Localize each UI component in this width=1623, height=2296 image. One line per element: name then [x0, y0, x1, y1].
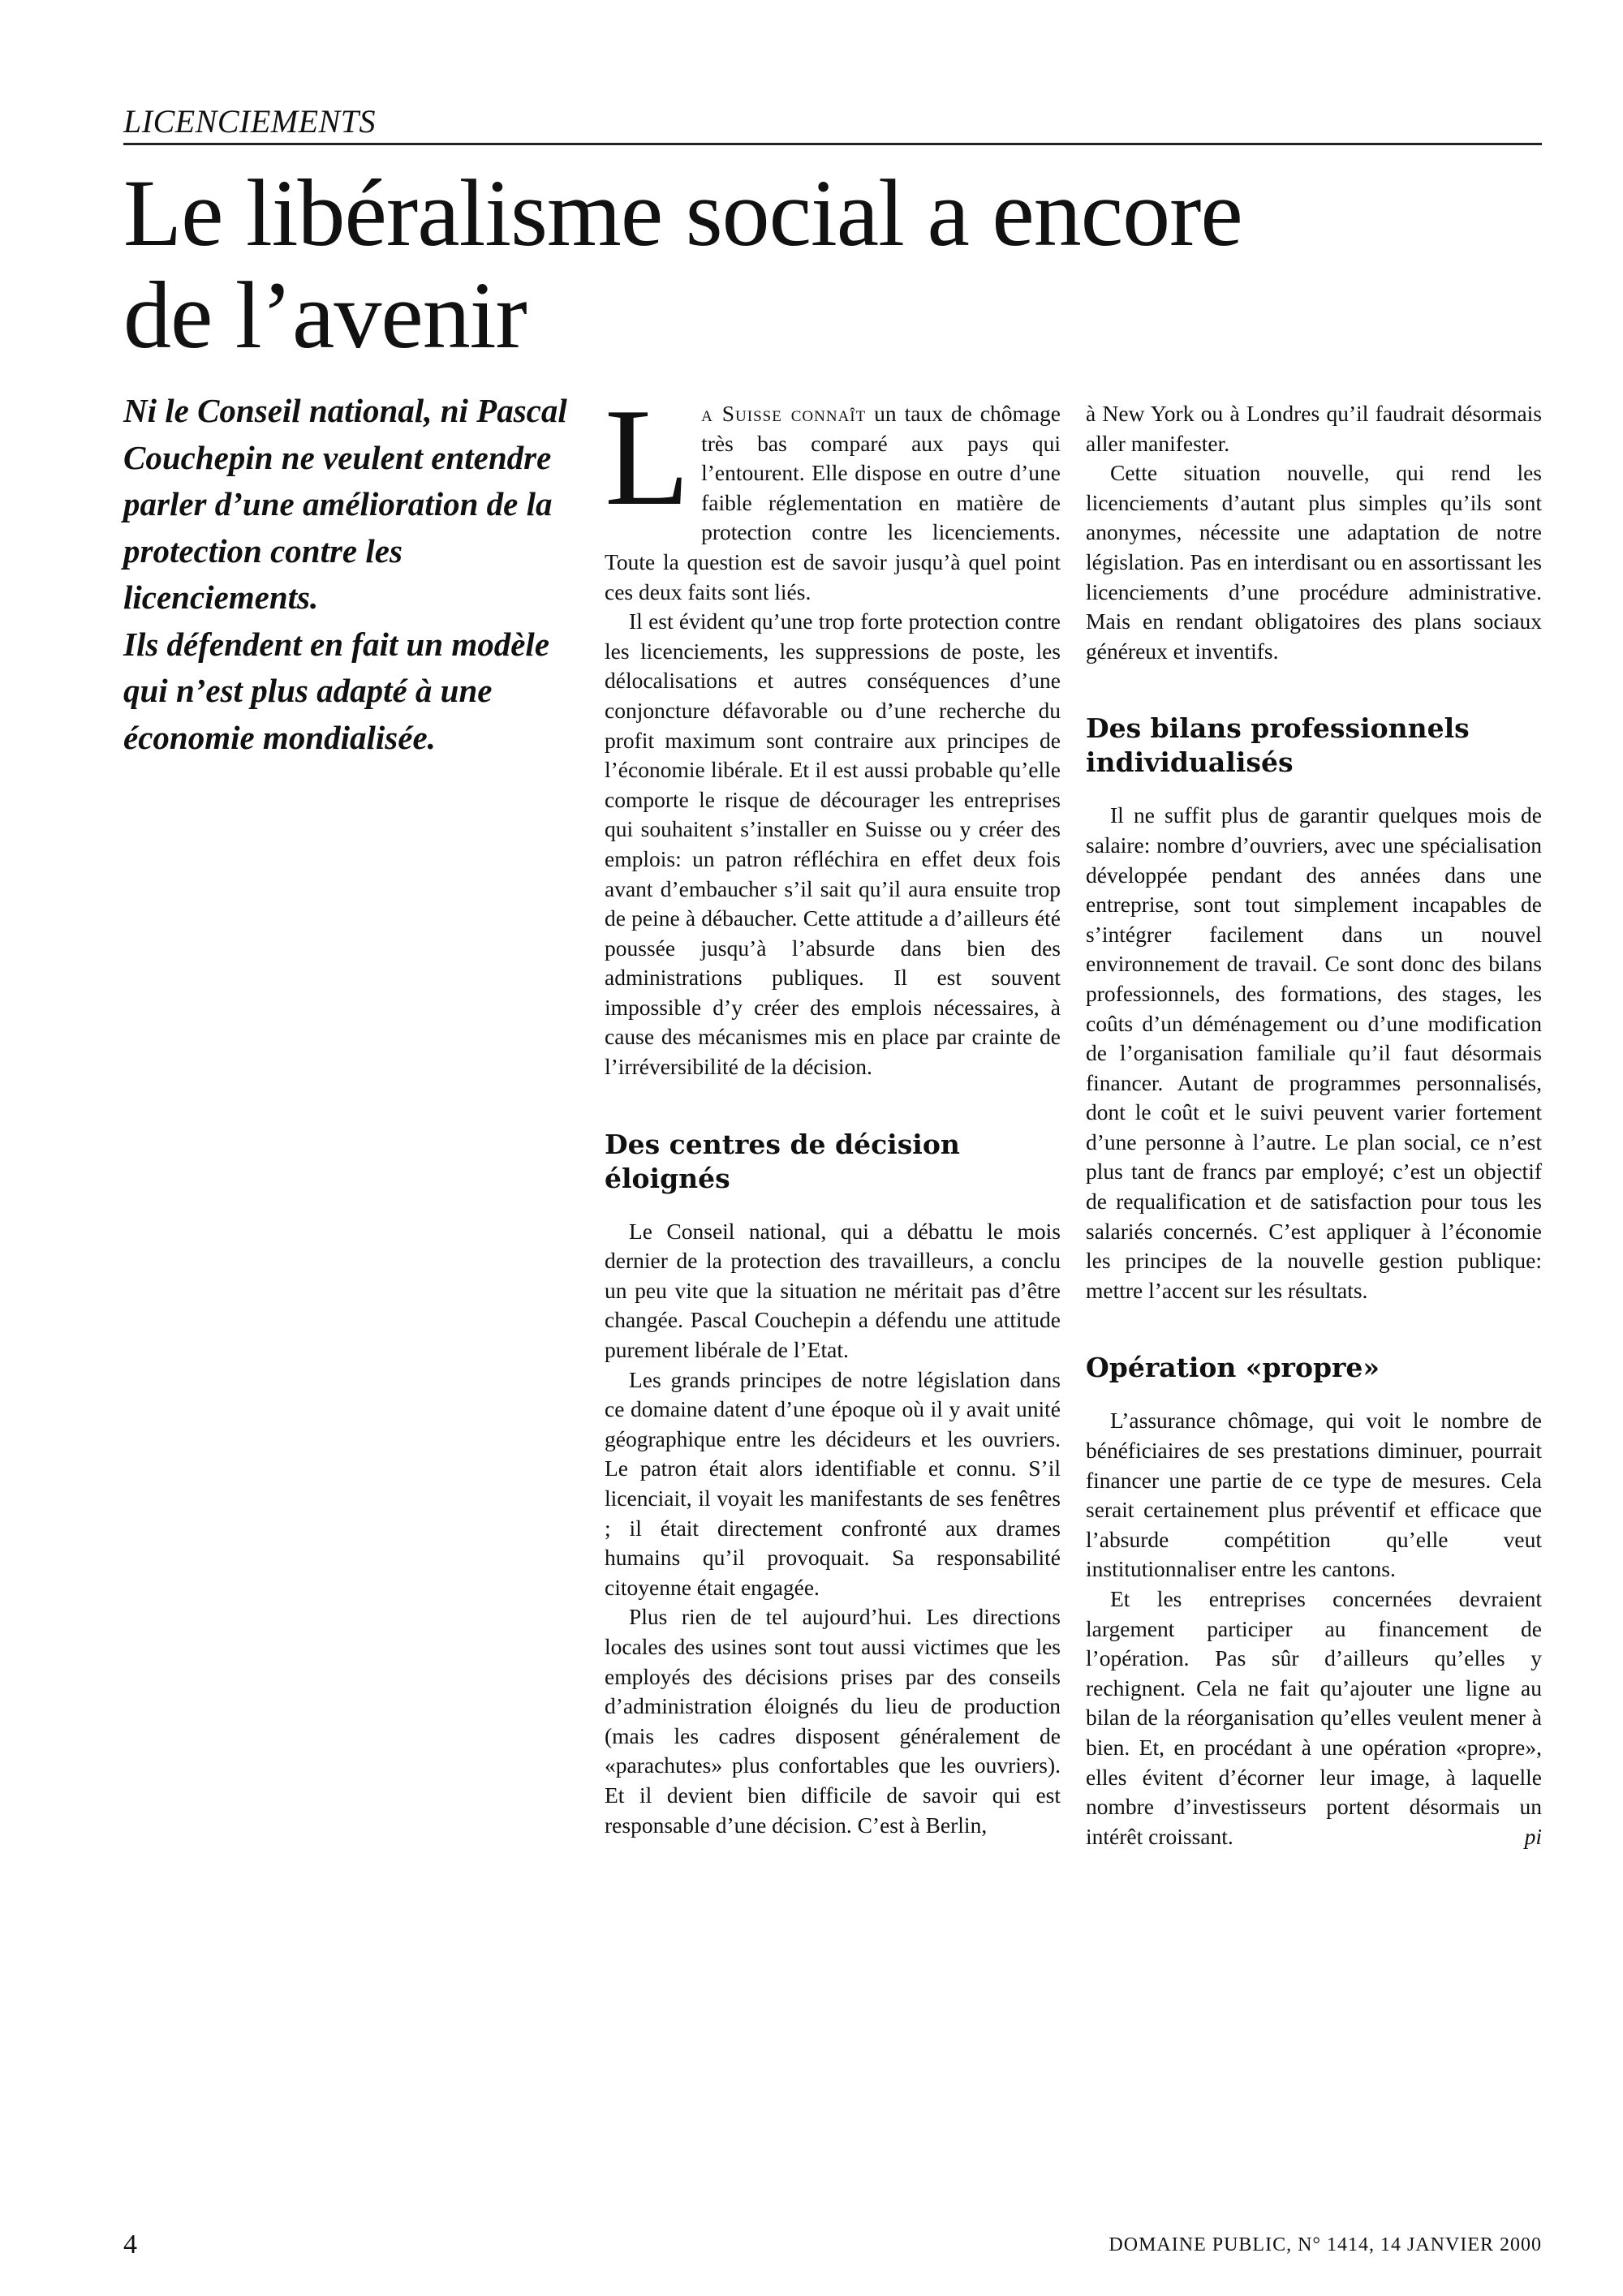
- subheading-operation-propre: Opération «propre»: [1086, 1352, 1380, 1384]
- body-paragraph-3: Le Conseil national, qui a débattu le mois dernier de la protection des travailleurs, a conclu un peu vite que la situation ne méritait pas d’être changée. Pascal Couchepin a défendu une attitude purement libérale de l’Etat.: [605, 1218, 1061, 1363]
- opening-smallcaps: a Suisse connaît: [701, 401, 867, 426]
- body-paragraph-9: [1086, 1584, 1542, 1851]
- body-paragraph-2: Il est évident qu’une trop forte protection contre les licenciements, les suppressions de poste, les délocalisations et autres conséquences d’une conjoncture défavorable ou d’une recherche du profit maximum sont contraire aux principes de l’économie libérale. Et il est aussi probable qu’elle comporte le risque de décourager les entreprises qui souhaitent s’installer en Suisse ou y créer des emplois: un patron réfléchira en effet deux fois avant d’embaucher s’il sait qu’il aura ensuite trop de peine à débaucher. Cette attitude a d’ailleurs été poussée jusqu’à l’absurde dans bien des administrations publiques. Il est souvent impossible d’y créer des emplois nécessaires, à cause des mécanismes mis en place par crainte de l’irréversibilité de la décision.: [605, 608, 1061, 1080]
- headline-line-1: Le libéralisme social a encore: [123, 160, 1242, 266]
- body-paragraph-9-text: Et les entreprises concernées devraient largement participer au financement de l’opération. Pas sûr d’ailleurs qu’elles y rechignent. Cela ne fait qu’ajouter une ligne au bilan de la réorganisation qu’elles veulent mener à bien. Et, en procédant à une opération «propre», elles évitent d’écorner leur image, à laquelle nombre d’investisseurs portent désormais un intérêt croissant.: [1086, 1586, 1542, 1849]
- subheading-centres-decision: Des centres de décision éloignés: [605, 1128, 960, 1194]
- body-paragraph-1-text: un taux de chômage très bas comparé aux pays qui l’entourent. Elle dispose en outre d’une faible réglementation en matière de protection contre les licenciements. Toute la question est de savoir jusqu’à quel point ces deux faits sont liés.: [605, 401, 1061, 604]
- body-paragraph-1: [605, 381, 1061, 607]
- headline-line-2: de l’avenir: [123, 262, 527, 368]
- article-headline: [123, 162, 1519, 367]
- body-paragraph-5-continued: à New York ou à Londres qu’il faudrait désormais aller manifester.: [1086, 401, 1542, 456]
- author-signature: pi: [1524, 1823, 1542, 1849]
- body-paragraph-4: Les grands principes de notre législation dans ce domaine datent d’une époque où il y avait unité géographique entre les décideurs et les ouvriers. Le patron était alors identifiable et connu. S’il licenciait, il voyait les manifestants de ses fenêtres ; il était directement confronté aux drames humains qu’il provoquait. Sa responsabilité citoyenne était engagée.: [605, 1366, 1061, 1600]
- body-paragraph-6: Cette situation nouvelle, qui rend les licenciements d’autant plus simples qu’ils sont anonymes, nécessite une adaptation de notre législation. Pas en interdisant ou en assortissant les licenciements d’une procédure administrative. Mais en rendant obligatoires des plans sociaux généreux et inventifs.: [1086, 460, 1542, 664]
- subheading-bilans-professionnels: Des bilans professionnels individualisés: [1086, 712, 1470, 779]
- publication-footer: DOMAINE PUBLIC, N° 1414, 14 JANVIER 2000: [1109, 2234, 1542, 2255]
- body-paragraph-7: Il ne suffit plus de garantir quelques mois de salaire: nombre d’ouvriers, avec une spécialisation développée pendant des années dans une entreprise, sont tout simplement incapables de s’intégrer facilement dans un nouvel environnement de travail. Ce sont donc des bilans professionnels, des formations, des stages, les coûts d’un déménagement ou d’une modification de l’organisation familiale qu’il faut désormais financer. Autant de programmes personnalisés, dont le coût et le suivi peuvent varier fortement d’une personne à l’autre. Le plan social, ce n’est plus tant de francs par employé; c’est un objectif de requalification et de satisfaction pour tous les salariés concernés. C’est appliquer à l’économie les principes de la nouvelle gestion publique: mettre l’accent sur les résultats.: [1086, 802, 1542, 1303]
- section-rubric: LICENCIEMENTS: [123, 102, 1542, 145]
- article-lead: [123, 388, 586, 761]
- lead-paragraph-1: Ni le Conseil national, ni Pascal Couchepin ne veulent entendre parler d’une amélioration de la protection contre les licenciements.: [123, 392, 567, 616]
- article-column-3: [1086, 399, 1542, 1851]
- page-number: 4: [123, 2229, 137, 2259]
- lead-paragraph-2: Ils défendent en fait un modèle qui n’est plus adapté à une économie mondialisée.: [123, 625, 550, 756]
- article-column-2: [605, 381, 1061, 1840]
- drop-cap: L: [605, 381, 691, 535]
- body-paragraph-5: Plus rien de tel aujourd’hui. Les directions locales des usines sont tout aussi victimes que les employés des décisions prises par des conseils d’administration éloignés du lieu de production (mais les cadres disposent généralement de «parachutes» plus confortables que les ouvriers). Et il devient bien difficile de savoir qui est responsable d’une décision. C’est à Berlin,: [605, 1604, 1061, 1838]
- body-paragraph-8: L’assurance chômage, qui voit le nombre de bénéficiaires de ses prestations diminuer, pourrait financer une partie de ce type de mesures. Cela serait certainement plus préventif et efficace que l’absurde compétition qu’elle veut institutionnaliser entre les cantons.: [1086, 1408, 1542, 1582]
